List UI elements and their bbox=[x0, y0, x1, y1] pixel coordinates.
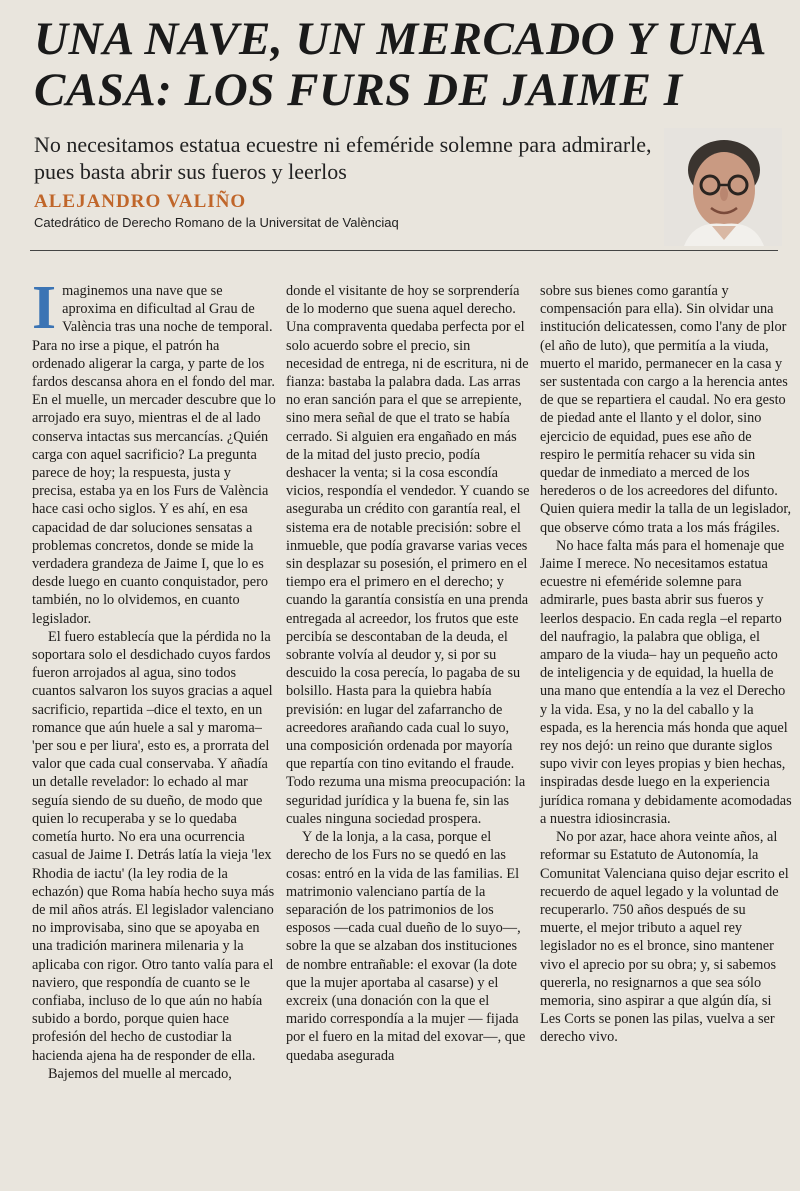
article-paragraph: No por azar, hace ahora veinte años, al reformar su Estatuto de Autonomía, la Comunitat Valenciana quiso dejar escrito el recuerdo de aquel legado y la voluntad de recuperarlo. 750 años después de su muerte, el mejor tributo a aquel rey legislador no es el bronce, sino mantener vivo el aprecio por su obra; y, si sabemos quererla, no resignarnos a que sea sólo memoria, sino aspirar a que algún día, si Les Corts se ponen las pilas, vuelva a ser derecho vivo. bbox=[540, 829, 789, 1046]
article-column-2 bbox=[286, 282, 530, 1065]
headline: UNA NAVE, UN MERCADO Y UNA CASA: LOS FURS DE JAIME I bbox=[34, 13, 765, 116]
article-paragraph: El fuero establecía que la pérdida no la soportara solo el desdichado cuyos fardos fueron arrojados al agua, sino todos cuantos salvaron los suyos gracias a aquel sacrificio, repartida –dice el texto, en un romance que aún huele a sal y maroma– 'per sou e per liura', esto es, a prorrata del valor que cada cual conservaba. Y añadía un detalle revelador: lo echado al mar seguía siendo de su dueño, de modo que quien lo recuperaba y se lo quedaba cometía hurto. No era una ocurrencia casual de Jaime I. Detrás latía la vieja 'lex Rhodia de iactu' (la ley rodia de la echazón) que Roma había hecho suya más de mil años atrás. El legislador valenciano no improvisaba, sino que se apoyaba en una tradición marinera milenaria y la aplicaba con rigor. Otro tanto valía para el naviero, que respondía de cuanto se le confiaba, incluso de lo que aún no había subido a bordo, porque quien hace profesión del hecho de custodiar la hacienda ajena ha de responder de ella. bbox=[32, 628, 275, 1064]
author-role: Catedrático de Derecho Romano de la Universitat de Valènciaq bbox=[34, 215, 399, 230]
author-name: ALEJANDRO VALIÑO bbox=[34, 191, 247, 212]
header-divider bbox=[30, 250, 778, 251]
article-body bbox=[0, 274, 800, 1187]
article-column-3 bbox=[540, 282, 792, 1047]
article-paragraph bbox=[32, 274, 276, 628]
article-paragraph: No hace falta más para el homenaje que Jaime I merece. No necesitamos estatua ecuestre ni efeméride solemne para admirarle, pues basta abrir sus fueros y leerlos despacio. En cada regla –el reparto del naufragio, la palabra que obliga, el amparo de la viuda– hay un pequeño acto de inteligencia y de equidad, la huella de una mano que entendía a la vez el Derecho y la vida. Esa, y no la del caballo y la espada, es la herencia más honda que aquel rey nos dejó: un reino que durante siglos supo vivir con leyes propias y bien hechas, inspiradas desde luego en la experiencia jurídica romana y debidamente acomodadas a nuestra idiosincrasia. bbox=[540, 537, 792, 827]
subheadline: No necesitamos estatua ecuestre ni efeméride solemne para admirarle, pues basta abrir sus fueros y leerlos bbox=[34, 132, 652, 184]
paragraph-text: maginemos una nave que se aproxima en dificultad al Grau de València tras una noche de temporal. Para no irse a pique, el patrón ha ordenado aligerar la carga, y parte de los fardos descansa ahora en el fondo del mar. En el muelle, un mercader descubre que lo arrojado era suyo, mientras el de al lado conserva intactas sus mercancías. ¿Quién carga con aquel sacrificio? La pregunta parece de hoy; la respuesta, justa y precisa, estaba ya en los Furs de València hace casi ocho siglos. Y es ahí, en esa capacidad de dar soluciones sensatas a problemas concretos, donde se mide la verdadera grandeza de Jaime I, que lo es desde luego en cuanto conquistador, pero también, no lo olvidemos, en cuanto legislador. bbox=[32, 283, 276, 627]
article-paragraph: Y de la lonja, a la casa, porque el derecho de los Furs no se quedó en las cosas: entró en la vida de las familias. El matrimonio valenciano partía de la separación de los patrimonios de los esposos —cada cual dueño de lo suyo—, sobre la que se alzaban dos instituciones de nombre entrañable: el exovar (la dote que la mujer aportaba al casarse) y el excreix (una donación con la que el marido correspondía a la mujer — fijada por el fuero en la mitad del exovar—, que quedaba asegurada bbox=[286, 829, 526, 1064]
author-portrait-icon bbox=[664, 128, 782, 246]
article-paragraph: donde el visitante de hoy se sorprendería de lo moderno que suena aquel derecho. Una compraventa quedaba perfecta por el solo acuerdo sobre el precio, sin necesidad de entrega, ni de escritura, ni de fianza: bastaba la palabra dada. Las arras no eran sanción para el que se arrepiente, sino mera señal de que el trato se había cerrado. Si alguien era engañado en más de la mitad del justo precio, podía deshacer la venta; si la cosa escondía vicios, respondía el vendedor. Y cuando se aseguraba un crédito con garantía real, el sistema era de notable precisión: sobre el inmueble, que podía gravarse varias veces sin desplazar su posesión, el primero en el tiempo era el primero en el derecho; y cuando la garantía consistía en una prenda entregada al acreedor, los frutos que este percibía se descontaban de la deuda, el sobrante volvía al deudor y, si por su descuido la cosa perecía, lo pagaba de su bolsillo. Hasta para la quiebra había previsión: en lugar del zafarrancho de acreedores arañando cada cual lo suyo, una composición ordenada por mayoría que repartía con tino evitando el fraude. Todo rezuma una misma preocupación: la seguridad jurídica y la buena fe, sin las cuales ninguna sociedad prospera. bbox=[286, 283, 530, 827]
drop-cap: I bbox=[32, 274, 57, 342]
article-paragraph: Bajemos del muelle al mercado, bbox=[48, 1065, 232, 1082]
article-column-1 bbox=[32, 274, 276, 1083]
article-paragraph: sobre sus bienes como garantía y compensación para ella). Sin olvidar una institución delicatessen, como l'any de plor (el año de luto), que permitía a la viuda, muerto el marido, permanecer en la casa y ser sustentada con cargo a la herencia antes de que se repartiera el caudal. No era gesto de piedad ante el llanto y el dolor, sino ejercicio de equidad, pues ese año de respiro le permitía rehacer su vida sin quedar de inmediato a merced de los herederos o de los acreedores del difunto. Quien quiera medir la talla de un legislador, que observe cómo trata a los más frágiles. bbox=[540, 283, 792, 536]
